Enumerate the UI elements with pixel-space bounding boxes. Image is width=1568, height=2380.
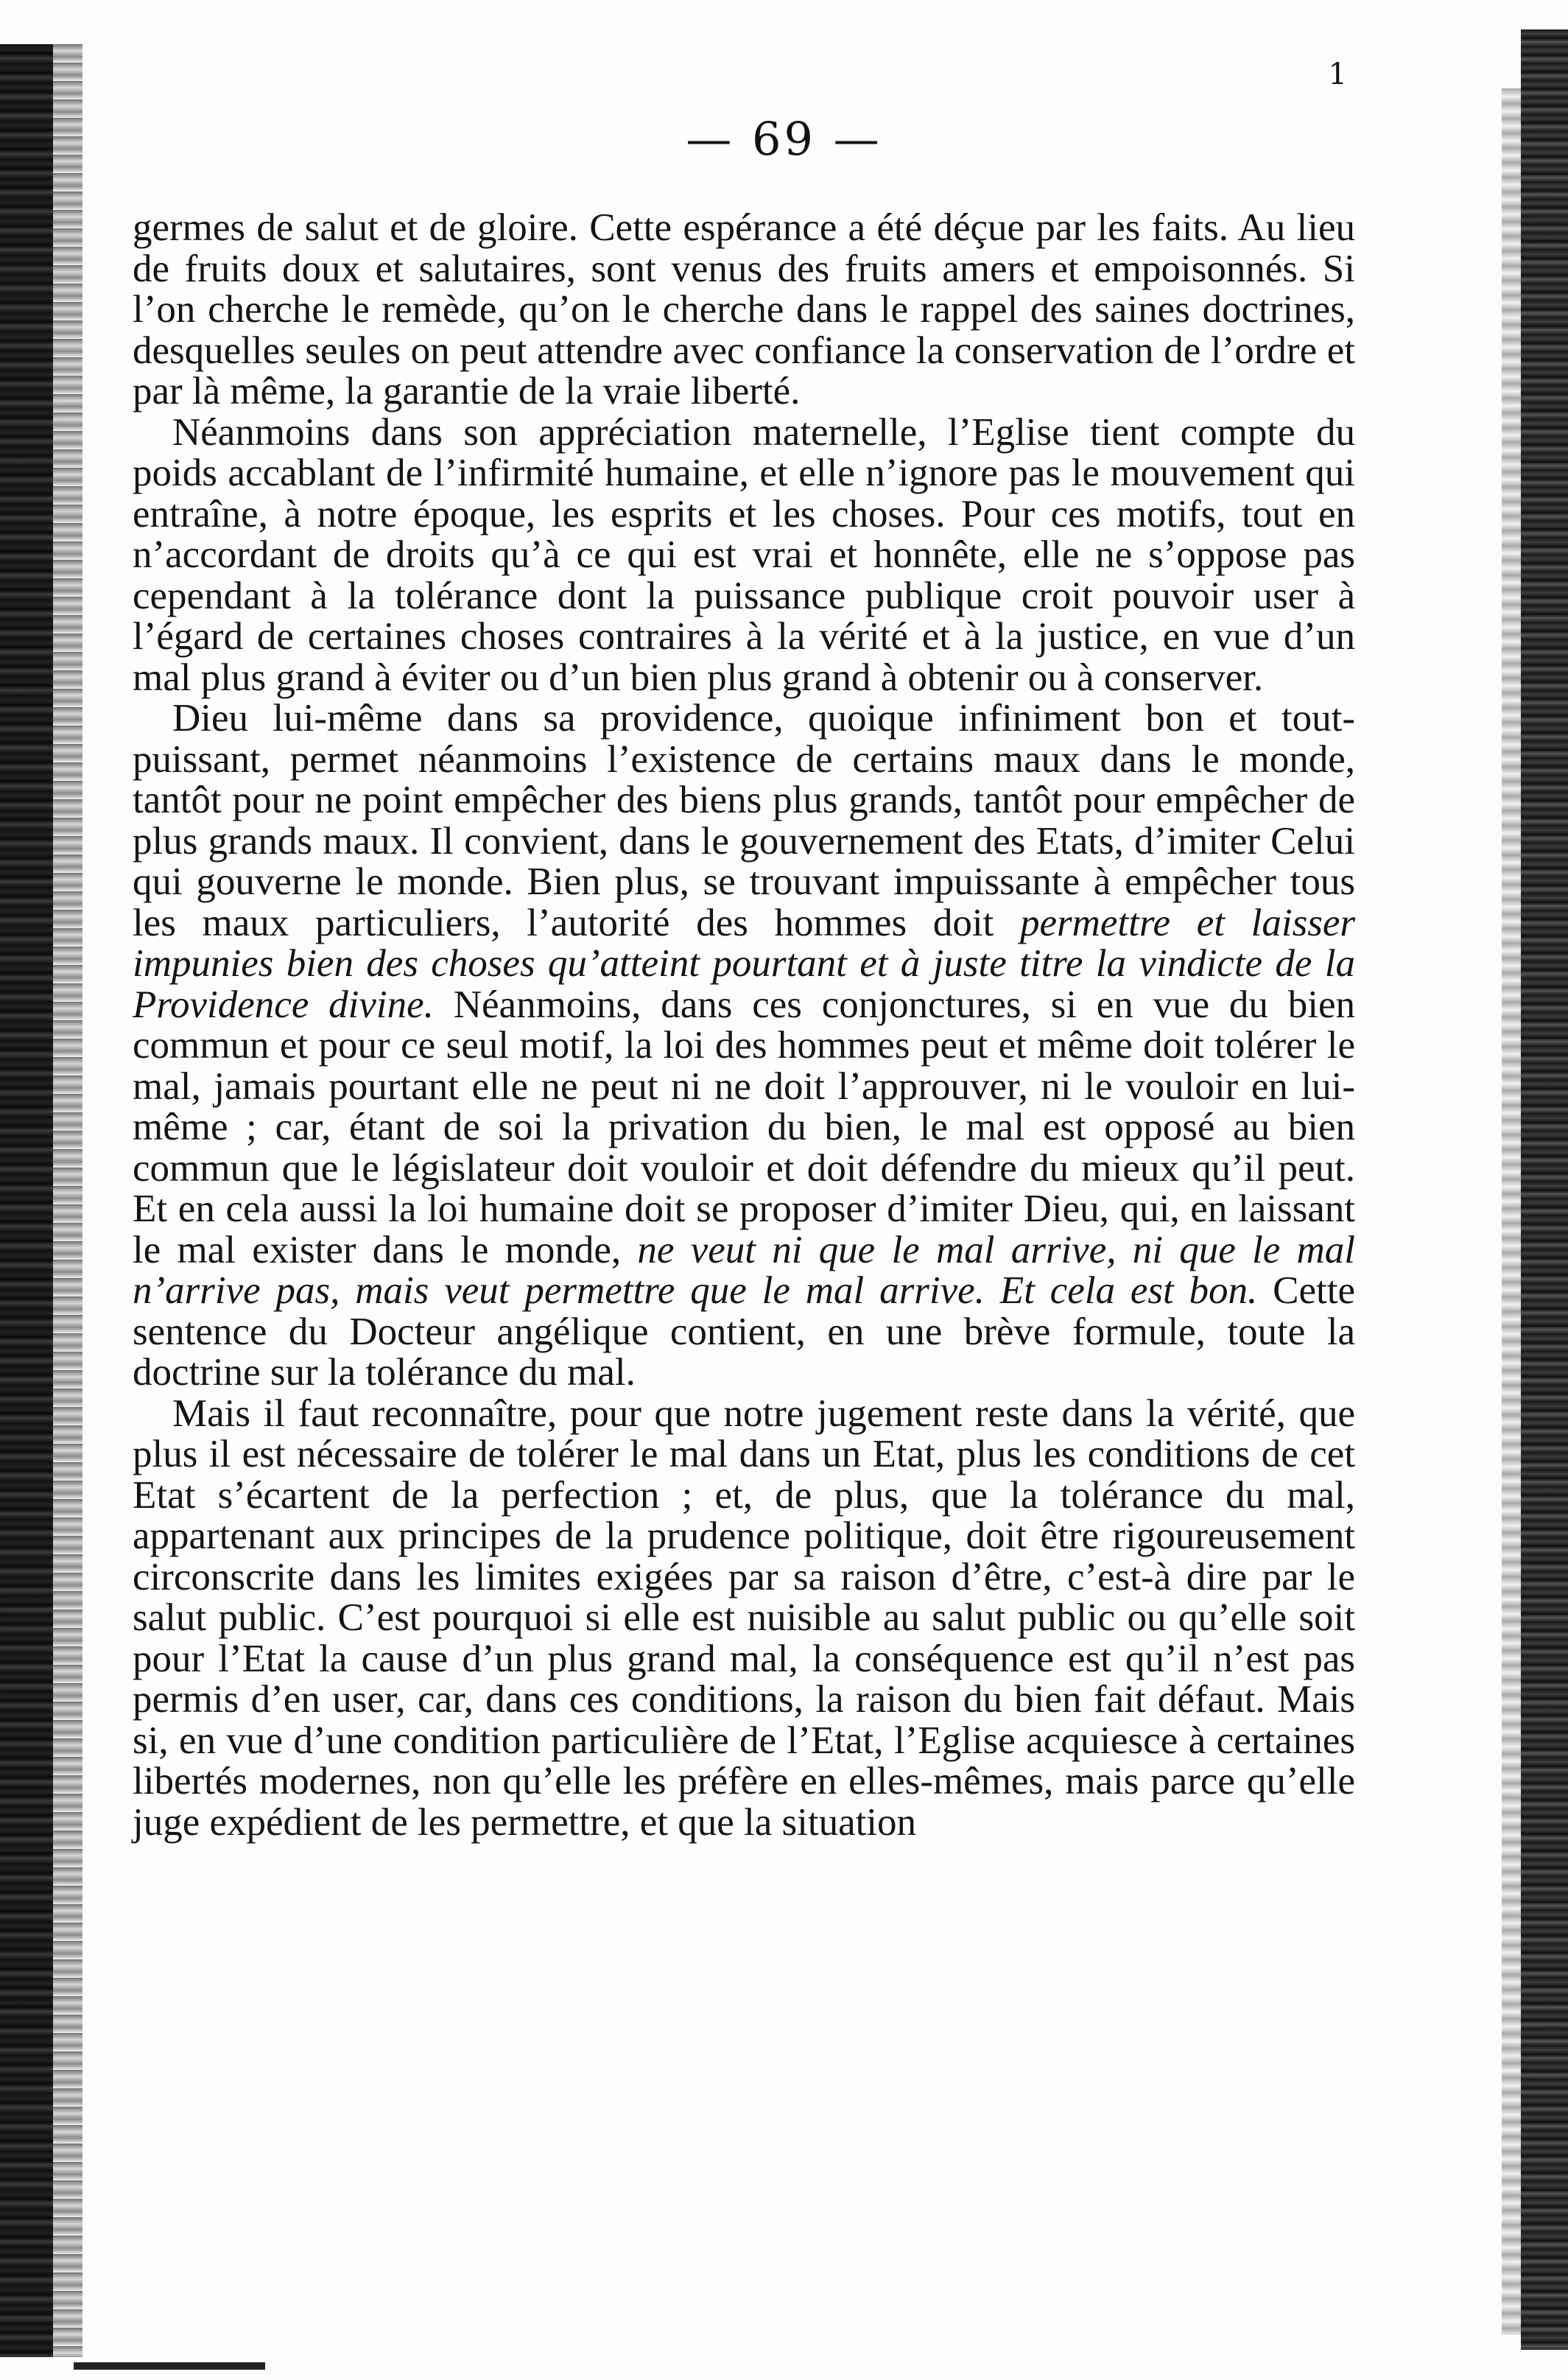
- scan-left-shadow: [53, 44, 82, 2357]
- scan-left-edge: [0, 44, 53, 2357]
- text-segment: Dieu lui-même dans sa providence, quoique infiniment bon et tout-puissant, permet néanmoins l’existence de certains maux dans le monde, tantôt pour ne point empêcher des biens plus grands, tantôt pour empêcher de plus grands maux. Il convient, dans le gouvernement des Etats, d’imiter Celui qui gouverne le monde. Bien plus, se trouvant impuissante à empêcher tous les maux particuliers, l’autorité des hommes doit: [133, 697, 1355, 944]
- paragraph-1: [133, 208, 1355, 413]
- text-segment: Néanmoins, dans ces conjonctures, si en vue du bien commun et pour ce seul motif, la loi des hommes peut et même doit tolérer le mal, jamais pourtant elle ne peut ni ne doit l’approuver, ni le vouloir en lui-même ; car, étant de soi la privation du bien, le mal est opposé au bien commun que le législateur doit vouloir et doit défendre du mieux qu’il peut. Et en cela aussi la loi humaine doit se proposer d’imiter Dieu, qui, en laissant le mal exister dans le monde,: [133, 983, 1355, 1271]
- paragraph-3: [133, 698, 1355, 1394]
- italic-quote: permettre et laisser impunies bien des choses qu’atteint pourtant et à juste titre la vindicte de la Providence divine.: [133, 901, 1356, 1026]
- text-segment: Mais il faut reconnaître, pour que notre jugement reste dans la vérité, que plus il est nécessaire de tolérer le mal dans un Etat, plus les conditions de cet Etat s’écartent de la perfection ; et, de plus, que la tolérance du mal, appartenant aux principes de la prudence politique, doit être rigoureusement circonscrite dans les limites exigées par sa raison d’être, c’est-à dire par le salut public. C’est pourquoi si elle est nuisible au salut public ou qu’elle soit pour l’Etat la cause d’un plus grand mal, la conséquence est qu’il n’est pas permis d’en user, car, dans ces conditions, la raison du bien fait défaut. Mais si, en vue d’une condition particulière de l’Etat, l’Eglise acquiesce à certaines libertés modernes, non qu’elle les préfère en elles-mêmes, mais parce qu’elle juge expédient de les permettre, et que la situation: [133, 1391, 1355, 1844]
- scan-right-edge: [1521, 29, 1568, 2350]
- body-text: [133, 208, 1355, 1843]
- text-segment: Cette sentence du Docteur angélique contient, en une brève formule, toute la doctrine sur la tolérance du mal.: [133, 1269, 1355, 1394]
- paragraph-4: [133, 1391, 1355, 1844]
- page-number-header: — 69 —: [686, 112, 882, 166]
- corner-mark: 1: [1328, 57, 1347, 91]
- text-segment: Néanmoins dans son appréciation maternelle, l’Eglise tient compte du poids accablant de l’infirmité humaine, et elle n’ignore pas le mouvement qui entraîne, à notre époque, les esprits et les choses. Pour ces motifs, tout en n’accordant de droits qu’à ce qui est vrai et honnête, elle ne s’oppose pas cependant à la tolérance dont la puissance publique croit pouvoir user à l’égard de certaines choses contraires à la vérité et à la justice, en vue d’un mal plus grand à éviter ou d’un bien plus grand à obtenir ou à conserver.: [133, 410, 1355, 699]
- paragraph-2: [133, 410, 1355, 699]
- italic-quote: ne veut ni que le mal arrive, ni que le mal n’arrive pas, mais veut permettre que le mal arrive. Et cela est bon.: [133, 1228, 1355, 1312]
- scan-bottom-mark: [74, 2362, 265, 2370]
- text-segment: germes de salut et de gloire. Cette espérance a été déçue par les faits. Au lieu de fruits doux et salutaires, sont venus des fruits amers et empoisonnés. Si l’on cherche le remède, qu’on le cherche dans le rappel des saines doctrines, desquelles seules on peut attendre avec confiance la conservation de l’ordre et par là même, la garantie de la vraie liberté.: [133, 206, 1355, 413]
- scan-right-shadow: [1502, 88, 1521, 2335]
